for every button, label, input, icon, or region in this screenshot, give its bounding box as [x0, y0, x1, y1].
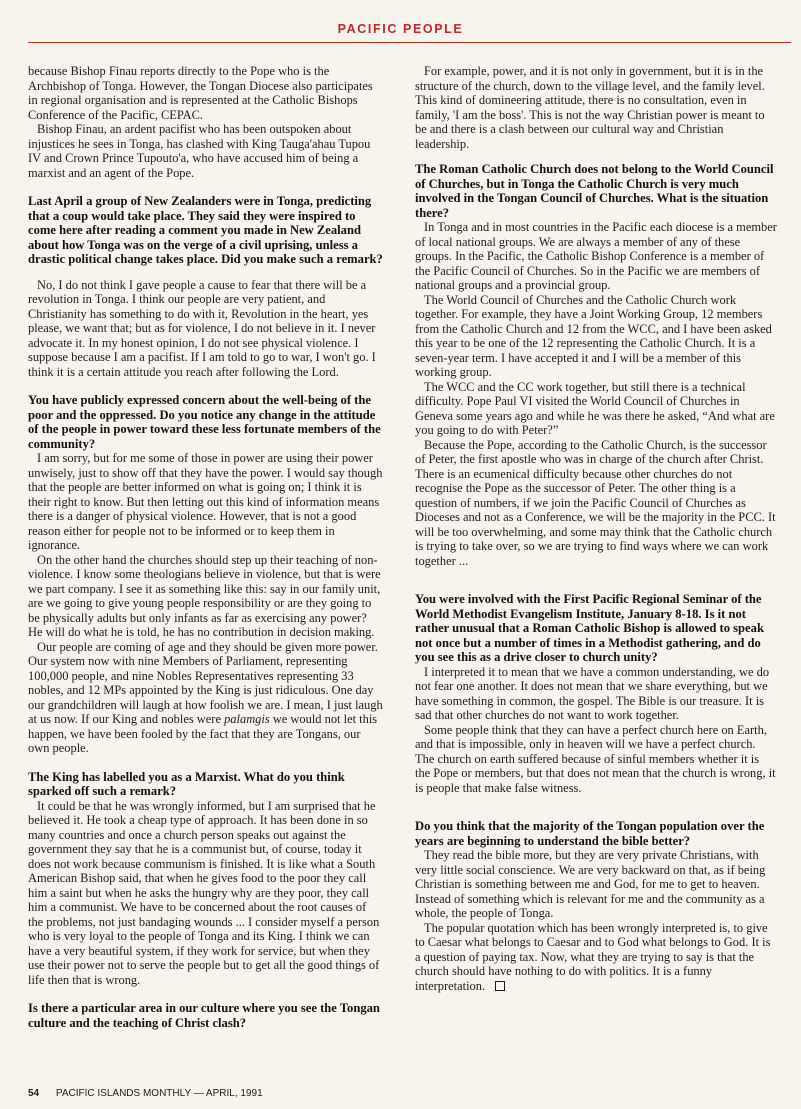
answer-paragraph: No, I do not think I gave people a cause to fear that there will be a revolution in Tonga. I think our people are very patient, and Christianity has something to do with it, Revolution in the heart, yes please, we want that; but as for violence, I do not believe in it. I never advocate it. In my honest opinion, I do not see physical violence. I suppose because I am a pacifist. If I am told to go to war, I won't go. I think it is a certain attitude you reach after following the Lord. [28, 277, 376, 379]
interview-question: Last April a group of New Zealanders were in Tonga, predicting that a coup would take place. They said they were inspired to come here after reading a comment you made in New Zealand about how Tonga was on the verge of a civil uprising, unless a drastic political change takes place. Did you make such a remark? [28, 194, 383, 266]
paragraph: Bishop Finau, an ardent pacifist who has been outspoken about injustices he sees in Tonga, has clashed with King Tauga'ahau Tupou IV and Crown Prince Tupouto'a, who have accused him of being a marxist and an agent of the Pope. [28, 122, 371, 180]
answer-paragraph: They read the bible more, but they are very private Christians, with very little social conscience. We are very backward on that, as if being Christian is something between me and God, for me to get to heaven. Instead of something which is relevant for me and the community as a whole, the people of Tonga. [415, 848, 766, 920]
page-header [0, 0, 801, 50]
paragraph: because Bishop Finau reports directly to the Pope who is the Archbishop of Tonga. However, the Tongan Diocese also participates in regional organisation and is represented at the Catholic Bishops Conference of the Pacific, CEPAC. [28, 64, 373, 122]
interview-question: You have publicly expressed concern about the well-being of the poor and the oppressed. Do you notice any change in the attitude of the people in power toward these less fortunate members of the community? [28, 393, 381, 451]
paragraph: For example, power, and it is not only in government, but it is in the structure of the church, down to the village level, and the family level. This kind of domineering attitude, there is no consultation, even in family, 'I am the boss'. This is not the way Christian power is meant to be and there is a clash between our cultural way and Christian leadership. [415, 64, 765, 151]
header-rule [28, 42, 791, 43]
italic-word: palamgis [224, 712, 270, 726]
left-column [28, 64, 383, 1030]
interview-question: The King has labelled you as a Marxist. What do you think sparked off such a remark? [28, 769, 345, 798]
interview-question: You were involved with the First Pacific Regional Seminar of the World Methodist Evangelism Institute, January 8-18. Is it not rather unusual that a Roman Catholic Bishop is allowed to speak not once but a number of times in a Methodist gathering, and do you see this as a drive closer to church unity? [415, 592, 764, 664]
answer-paragraph: The World Council of Churches and the Catholic Church work together. For example, they have a Joint Working Group, 12 members from the Catholic Church and 12 from the WCC, and I have been asked this year to be one of the 12 representing the Catholic Church. It is a seven-year term. I have accepted it and I will be a member of this working group. [415, 292, 772, 379]
section-title: PACIFIC PEOPLE [337, 22, 464, 36]
answer-paragraph: Some people think that they can have a perfect church here on Earth, and that is impossible, only in heaven will we have a perfect church. The church on earth suffered because of sinful members whether it is the Pope or members, but that does not mean that the church is wrong, it is people that make false witness. [415, 722, 776, 795]
page-number: 54 [28, 1088, 40, 1099]
answer-paragraph: I interpreted it to mean that we have a common understanding, we do not fear one another. It does not mean that we share everything, but we have something in common, the gospel. The Bible is our treasure. It is sad that other churches do not want to work together. [415, 664, 770, 722]
answer-paragraph [28, 640, 383, 756]
right-column [415, 64, 777, 993]
text-run: we would not let this happen, we have been fooled by the fact that they are Tongans, our own people. [28, 712, 378, 755]
text-run: Our people are coming of age and they should be given more power. Our system now with nine Members of Parliament, representing 100,000 people, and nine Nobles Representatives representing 33 nobles, and 12 MPs appointed by the King is just ridiculous. One day our grandchildren will laugh at how foolish we are. I mean, I just laugh at us now. If our King and nobles were [28, 639, 383, 726]
answer-paragraph: I am sorry, but for me some of those in power are using their power unwisely, just to show off that they have the power. I would say though that the people are better informed on what is going on; I think it is their right to know. But then letting out this kind of information means there is a danger of physical violence. However, that is not a good reason either for people not to be informed or to keep them in ignorance. [28, 451, 383, 552]
interview-question: The Roman Catholic Church does not belong to the World Council of Churches, but in Tonga the Catholic Church is very much involved in the Tongan Council of Churches. What is the situation there? [415, 162, 774, 220]
interview-question: Is there a particular area in our culture where you see the Tongan culture and the teaching of Christ clash? [28, 1001, 380, 1030]
publication-line: PACIFIC ISLANDS MONTHLY — APRIL, 1991 [55, 1088, 263, 1099]
interview-question: Do you think that the majority of the Tongan population over the years are beginning to understand the bible better? [415, 819, 765, 848]
end-of-article-icon [495, 981, 505, 991]
answer-paragraph: In Tonga and in most countries in the Pacific each diocese is a member of local national groups. We are always a member of any of these groups. In the Pacific, the Catholic Bishop Conference is a member of the Pacific Council of Churches. So in the Pacific we are members of national groups and a provincial group. [415, 220, 777, 292]
answer-paragraph: The WCC and the CC work together, but still there is a technical difficulty. Pope Paul VI visited the World Council of Churches in Geneva some years ago and while he was there he asked, “And what are you going to do with Peter?” [415, 379, 775, 437]
answer-paragraph: Because the Pope, according to the Catholic Church, is the successor of Peter, the first apostle who was in charge of the church after Christ. There is an ecumenical difficulty because other churches do not recognise the Pope as the successor of Peter. The other thing is a question of numbers, if we join the Pacific Council of Churches as Dioceses and not as a Conference, we will be the majority in the PCC. It will be too overwhelming, and some may think that the Catholic church is trying to take over, so we are trying to find ways where we can work together ... [415, 437, 776, 568]
answer-paragraph [415, 921, 777, 994]
text-run: The popular quotation which has been wrongly interpreted is, to give to Caesar what belongs to Caesar and to God what belongs to God. It is a question of paying tax. Now, what they are trying to say is that the church should have nothing to do with politics. It is a funny interpretation. [415, 920, 771, 993]
answer-paragraph: It could be that he was wrongly informed, but I am surprised that he believed it. He took a cheap type of approach. It has been done in so many countries and once a church person speaks out against the government they say that he is a communist but, of course, today it does not work because communism is finished. It is like what a South American Bishop said, that when he gives food to the poor they call him a saint but when he asks the hungry why are they poor, they call him a communist. We have to be concerned about the root causes of the problems, not just bandaging wounds ... I consider myself a person who is very loyal to the people of Tonga and its King. I think we can have a very beautiful system, if they work for service, but when they use their power not to serve the people but to get all the good things of life then that is wrong. [28, 798, 380, 987]
answer-paragraph: On the other hand the churches should step up their teaching of non-violence. I know some theologians believe in violence, but that is were we part company. I see it as something like this: say in our family unit, are we going to give young people responsibility or are they going to be physically adults but only infants as far as exercising any power? He will do what he is told, he has no contribution in decision making. [28, 552, 381, 639]
page-footer [28, 1088, 263, 1099]
